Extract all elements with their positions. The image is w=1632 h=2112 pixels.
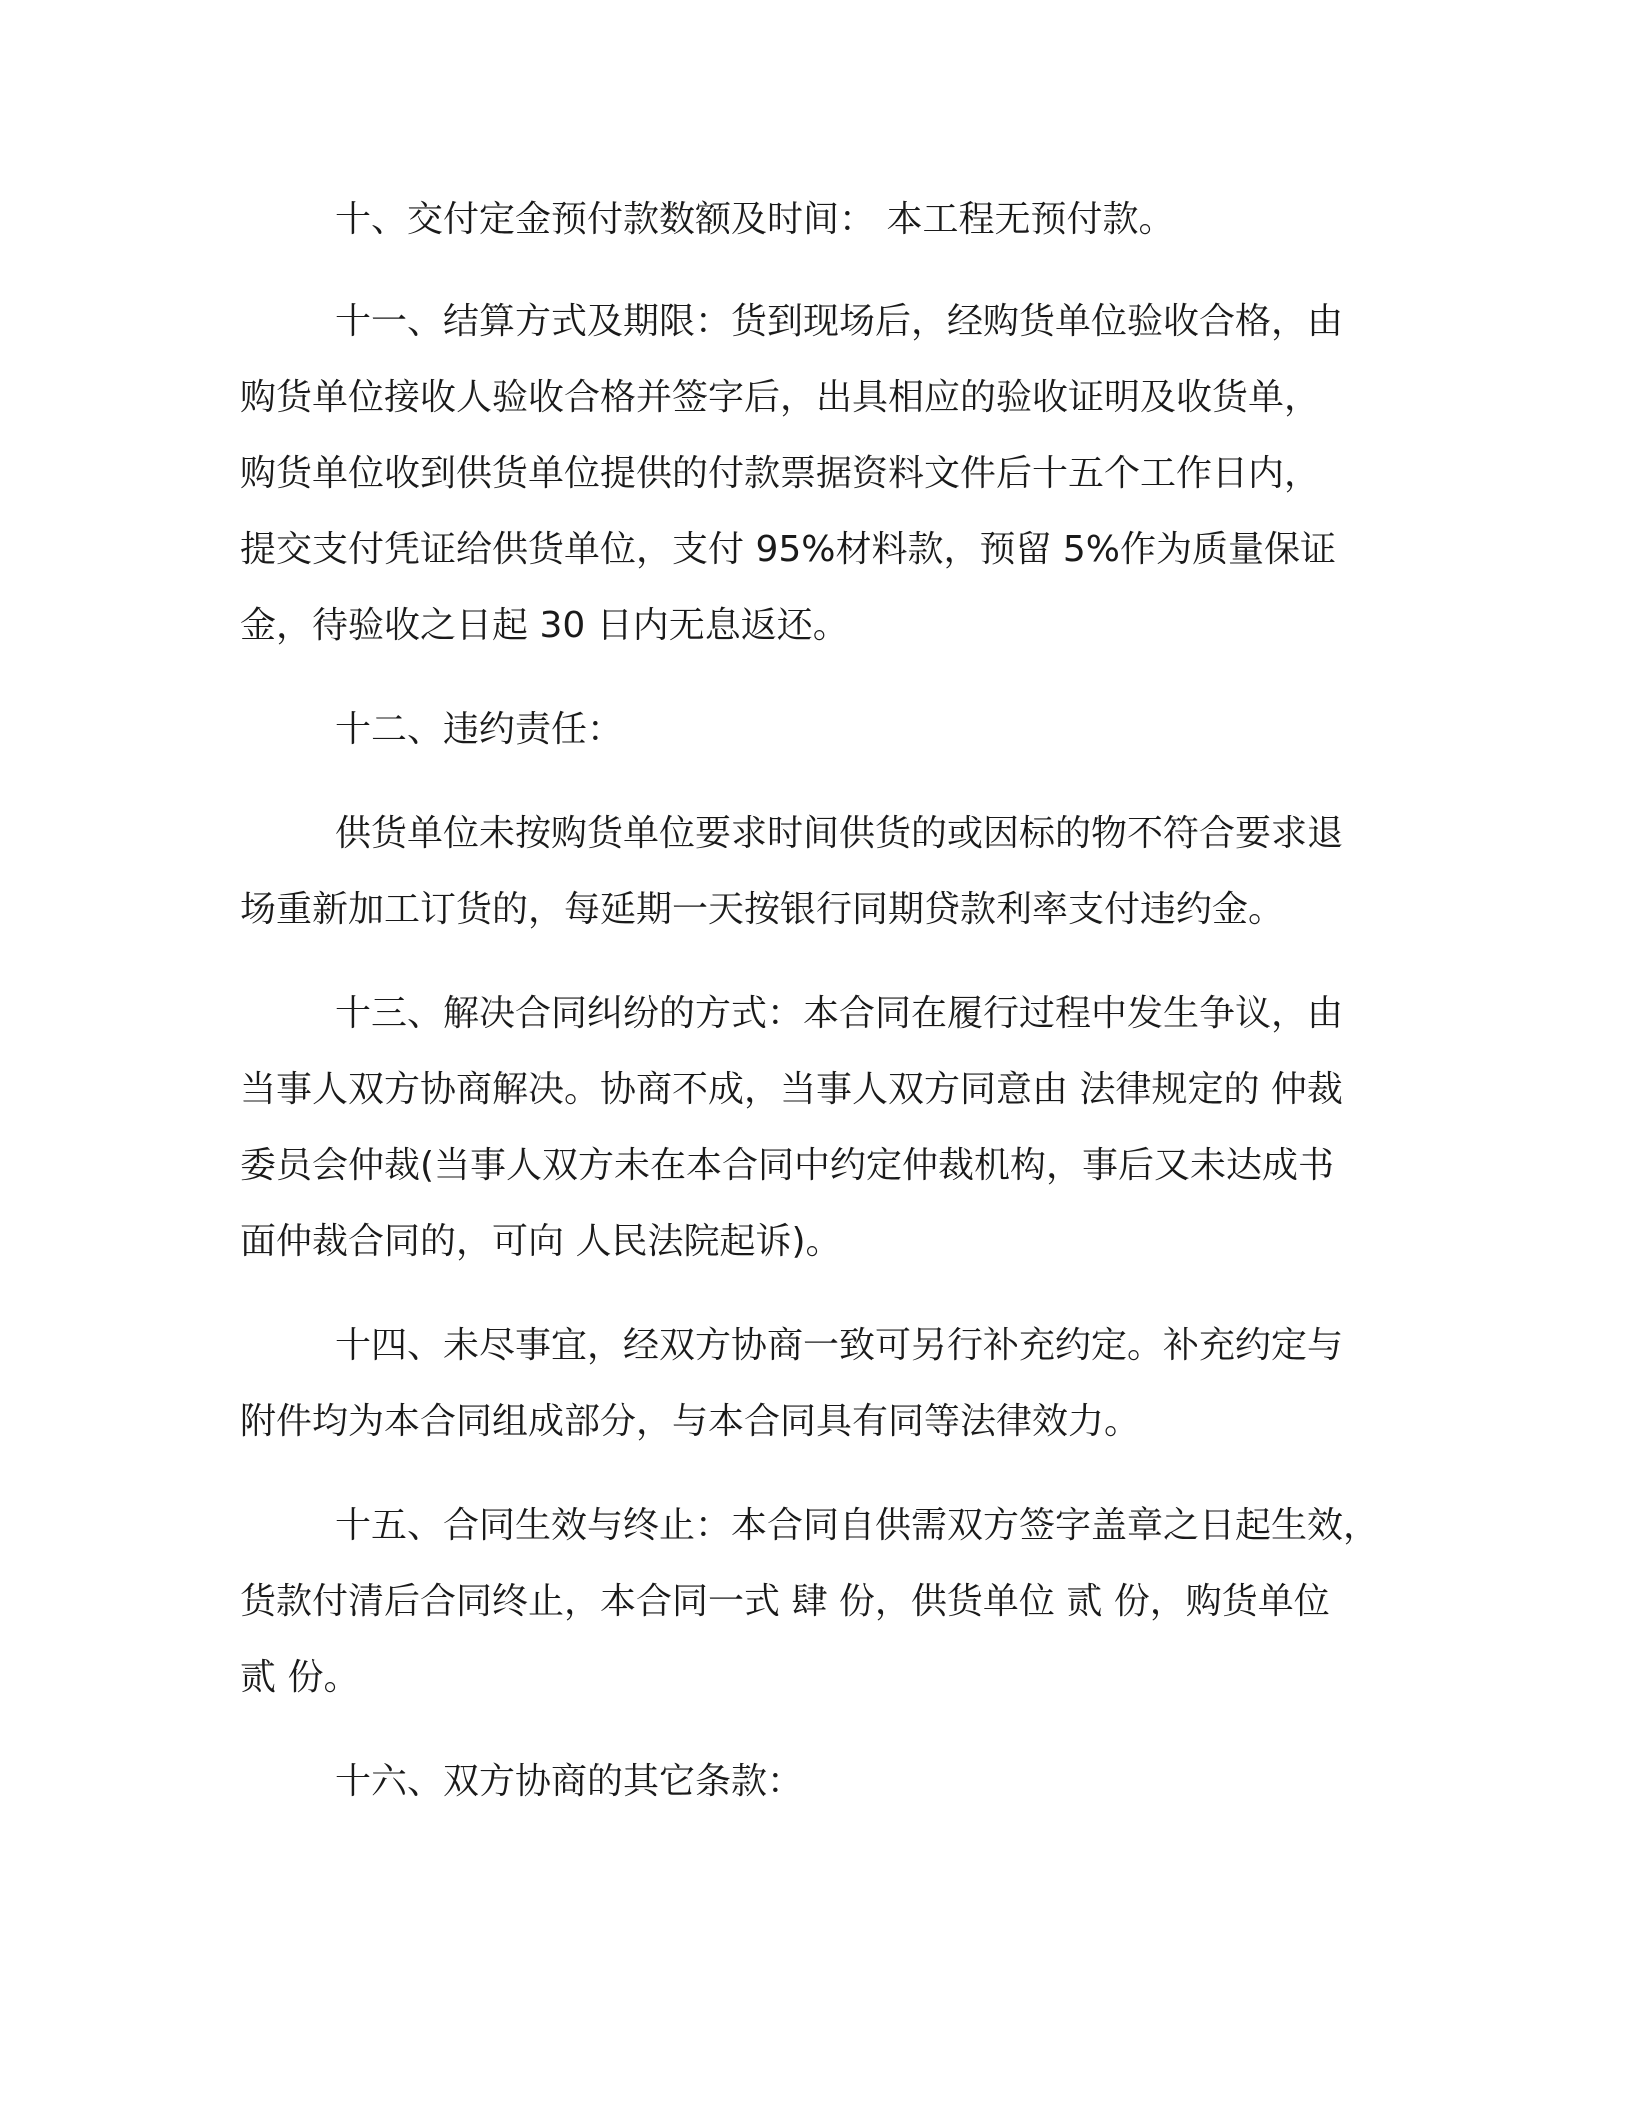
clause-12-line-1: 供货单位未按购货单位要求时间供货的或因标的物不符合要求退 xyxy=(335,813,1344,854)
clause-11-line-1: 十一、结算方式及期限：货到现场后，经购货单位验收合格，由 xyxy=(335,301,1344,342)
clause-16-heading: 十六、双方协商的其它条款： xyxy=(335,1761,804,1802)
clause-14-line-2: 附件均为本合同组成部分，与本合同具有同等法律效力。 xyxy=(240,1401,1141,1442)
clause-15-line-1: 十五、合同生效与终止：本合同自供需双方签字盖章之日起生效， xyxy=(335,1505,1380,1546)
clause-11-line-5: 金，待验收之日起 30 日内无息返还。 xyxy=(240,605,849,646)
clause-12-line-2: 场重新加工订货的，每延期一天按银行同期贷款利率支付违约金。 xyxy=(240,889,1285,930)
clause-15-line-2: 货款付清后合同终止，本合同一式 肆 份，供货单位 贰 份，购货单位 xyxy=(240,1581,1330,1622)
clause-13-line-2: 当事人双方协商解决。协商不成，当事人双方同意由 法律规定的 仲裁 xyxy=(240,1069,1343,1110)
clause-13-line-4: 面仲裁合同的，可向 人民法院起诉)。 xyxy=(240,1221,842,1262)
clause-12-heading: 十二、违约责任： xyxy=(335,709,624,750)
clause-11-line-4: 提交支付凭证给供货单位，支付 95%材料款，预留 5%作为质量保证 xyxy=(240,529,1337,570)
clause-11-line-2: 购货单位接收人验收合格并签字后，出具相应的验收证明及收货单， xyxy=(240,377,1321,418)
clause-11-line-3: 购货单位收到供货单位提供的付款票据资料文件后十五个工作日内， xyxy=(240,453,1321,494)
clause-14-line-1: 十四、未尽事宜，经双方协商一致可另行补充约定。补充约定与 xyxy=(335,1325,1344,1366)
clause-13-line-3: 委员会仲裁(当事人双方未在本合同中约定仲裁机构，事后又未达成书 xyxy=(240,1145,1335,1186)
clause-13-line-1: 十三、解决合同纠纷的方式：本合同在履行过程中发生争议，由 xyxy=(335,993,1344,1034)
clause-15-line-3: 贰 份。 xyxy=(240,1657,360,1698)
clause-10: 十、交付定金预付款数额及时间： 本工程无预付款。 xyxy=(335,199,1175,240)
